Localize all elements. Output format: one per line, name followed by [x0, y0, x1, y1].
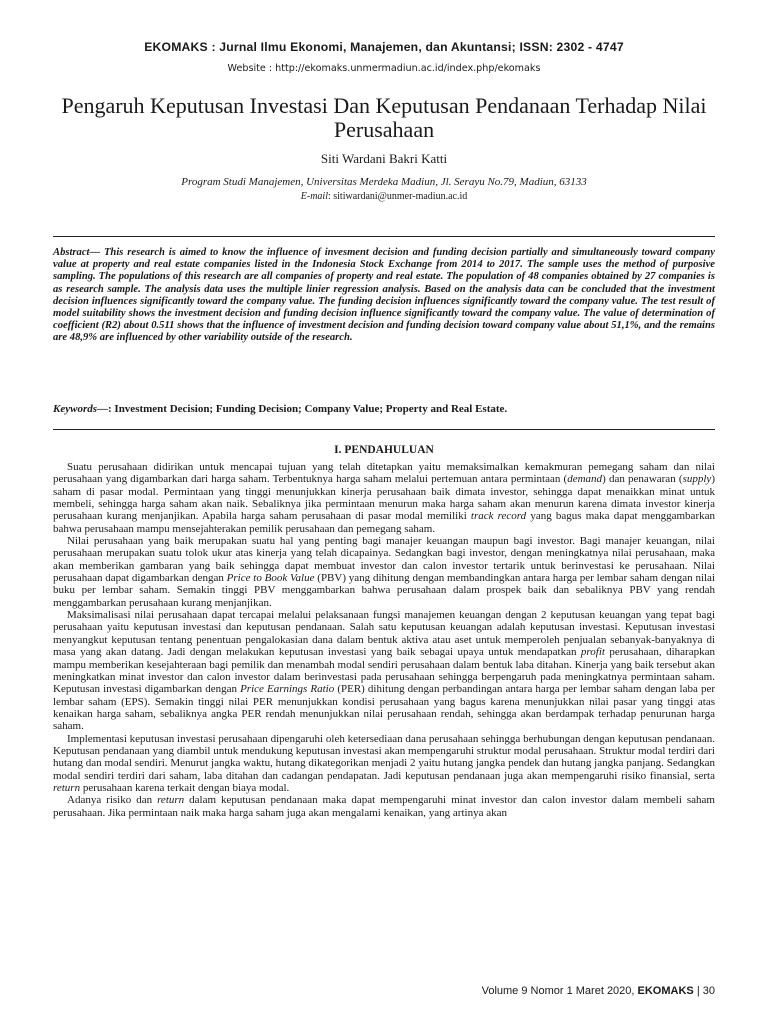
paragraph: Maksimalisasi nilai perusahaan dapat tercapai melalui pelaksanaan fungsi manajemen keuangan dengan 2 keputusan keuangan yang tepat bagi perusahaan yaitu keputusan investasi dan keputusan pendanaan. Salah satu keputusan keuangan adalah keputusan investasi. Keputusan investasi menyangkut keputusan tentang penentuan pengalokasian dana dalam bentuk aktiva atau aset untuk memperoleh penjualan sebanyak-banyaknya di masa yang akan datang. Jadi dengan melakukan keputusan investasi yang baik sebagai upaya untuk mendapatkan profit perusahaan, diharapkan mampu memberikan kesejahteraan bagi pemilik dan menambah modal sendiri perusahaan dalam bentuk laba ditahan. Kinerja yang baik tersebut akan meningkatkan minat investor dan calon investor dalam berinvestasi pada perusahaan sehingga berpengaruh pada meningkatnya permintaan saham. Keputusan investasi digambarkan dengan Price Earnings Ratio (PER) dihitung dengan perbandingan antara harga per lembar saham dengan laba per lembar saham (EPS). Semakin tinggi nilai PER menunjukkan kondisi perusahaan yang bagus karena menunjukkan nilai pasar yang tinggi atas kenaikan harga saham, sebaliknya angka PER rendah menunjukkan nilai perusahaan rendah, sehingga akan berdampak terhadap penurunan harga saham.: [53, 609, 715, 733]
article-author: Siti Wardani Bakri Katti: [320, 151, 448, 166]
page-number: 30: [702, 985, 715, 997]
journal-header: EKOMAKS : Jurnal Ilmu Ekonomi, Manajemen, dan Akuntansi; ISSN: 2302 - 4747: [144, 40, 624, 54]
email-label: E-mail: [300, 191, 328, 202]
paragraph: Implementasi keputusan investasi perusahaan dipengaruhi oleh ketersediaan dana perusahaan sehingga berhubungan dengan keputusan pendanaan. Keputusan pendanaan yang diambil untuk mendukung keputusan investasi akan mempengaruhi struktur modal perusahaan. Struktur modal terdiri dari hutang dan modal sendiri. Menurut jangka waktu, hutang dikategorikan menjadi 2 yaitu hutang jangka pendek dan hutang jangka panjang. Sedangkan modal sendiri terdiri dari saham, laba ditahan dan cadangan pendapatan. Jadi keputusan pendanaan juga akan mempengaruhi risiko finansial, serta return perusahaan karena terkait dengan biaya modal.: [53, 732, 715, 794]
section-body: [53, 461, 715, 819]
footer-brand: EKOMAKS: [637, 985, 694, 997]
abstract-label: Abstract: [53, 247, 90, 258]
footer-separator: |: [693, 985, 703, 997]
author-email: E-mail: sitiwardani@unmer-madiun.ac.id: [300, 191, 468, 202]
keywords-label: Keywords: [53, 403, 97, 415]
keywords: [53, 403, 715, 415]
paragraph: Nilai perusahaan yang baik merupakan suatu hal yang penting bagi manajer keuangan maupun bagi investor. Bagi manajer keuangan, nilai perusahaan merupakan suatu tolok ukur atas kinerja yang telah dicapainya. Sedangkan bagi investor, dengan meningkatnya nilai perusahaan, maka akan memberikan gambaran yang baik sehingga dapat membuat investor dan calon investor tertarik untuk berinvestasi ke perusahaan. Nilai perusahaan dapat digambarkan dengan Price to Book Value (PBV) yang dihitung dengan membandingkan antara harga per lembar saham dengan nilai buku per lembar saham. Semakin tinggi PBV menggambarkan bahwa perusahaan dalam prospek baik dan sebaliknya PBV yang rendah menggambarkan perusahaan kurang menjanjikan.: [53, 535, 715, 609]
divider-top: [53, 236, 715, 237]
paragraph: Suatu perusahaan didirikan untuk mencapai tujuan yang telah ditetapkan yaitu memaksimalkan kemakmuran pemegang saham dan nilai perusahaan yang digambarkan dari harga saham. Terbentuknya harga saham melalui pertemuan antara permintaan (demand) dan penawaran (supply) saham di pasar modal. Permintaan yang tinggi menunjukkan kinerja perusahaan baik dimata investor, sehingga dapat menaikkan minat untuk membeli, sehingga harga saham akan naik. Sebaliknya jika permintaan menurun maka harga saham akan menurun karena dimata investor kinerja perusahaan kurang menjanjikan. Apabila harga saham perusahaan di pasar modal memiliki track record yang bagus maka dapat menggambarkan bahwa perusahaan mampu mensejahterakan pemilik perusahaan dan pemegang saham.: [53, 461, 715, 535]
divider-bottom: [53, 429, 715, 430]
paragraph: Adanya risiko dan return dalam keputusan pendanaan maka dapat mempengaruhi minat investor dan calon investor dalam membeli saham perusahaan. Jika permintaan naik maka harga saham juga akan mengalami kenaikan, yang artinya akan: [53, 794, 715, 819]
abstract: [53, 247, 715, 345]
article-title: Pengaruh Keputusan Investasi Dan Keputusan Pendanaan Terhadap Nilai Perusahaan: [61, 93, 707, 142]
keywords-text: —: Investment Decision; Funding Decision; Company Value; Property and Real Estate.: [97, 403, 508, 415]
email-address: sitiwardani@unmer-madiun.ac.id: [333, 191, 468, 202]
journal-website: Website : http://ekomaks.unmermadiun.ac.id/index.php/ekomaks: [227, 63, 541, 74]
author-affiliation: Program Studi Manajemen, Universitas Merdeka Madiun, Jl. Serayu No.79, Madiun, 63133: [181, 176, 587, 188]
footer-volume: Volume 9 Nomor 1 Maret 2020,: [481, 985, 638, 997]
section-heading: I. PENDAHULUAN: [334, 444, 434, 456]
abstract-text: — This research is aimed to know the influence of invesment decision and funding decision partially and simultaneously toward company value at property and real estate companies listed in the Indonesia Stock Exchange from 2014 to 2017. The sample uses the method of purposive sampling. The populations of this research are all companies of property and real estate. The population of 48 companies obtained by 27 companies is as research sample. The analysis data uses the multiple linier regression analysis. Based on the analysis data can be concluded that the investment decision influences significantly toward the company value. The funding decision influences significantly toward the company value. The test result of model suitability shows the investment decision and funding decision influence significantly toward the company value. The value of determination of coefficient (R2) about 0.511 shows that the influence of investment decision and funding decision toward company value about 51,1%, and the remains are 48,9% are influenced by other variability outside of the research.: [53, 247, 715, 344]
page-footer: [482, 985, 715, 997]
